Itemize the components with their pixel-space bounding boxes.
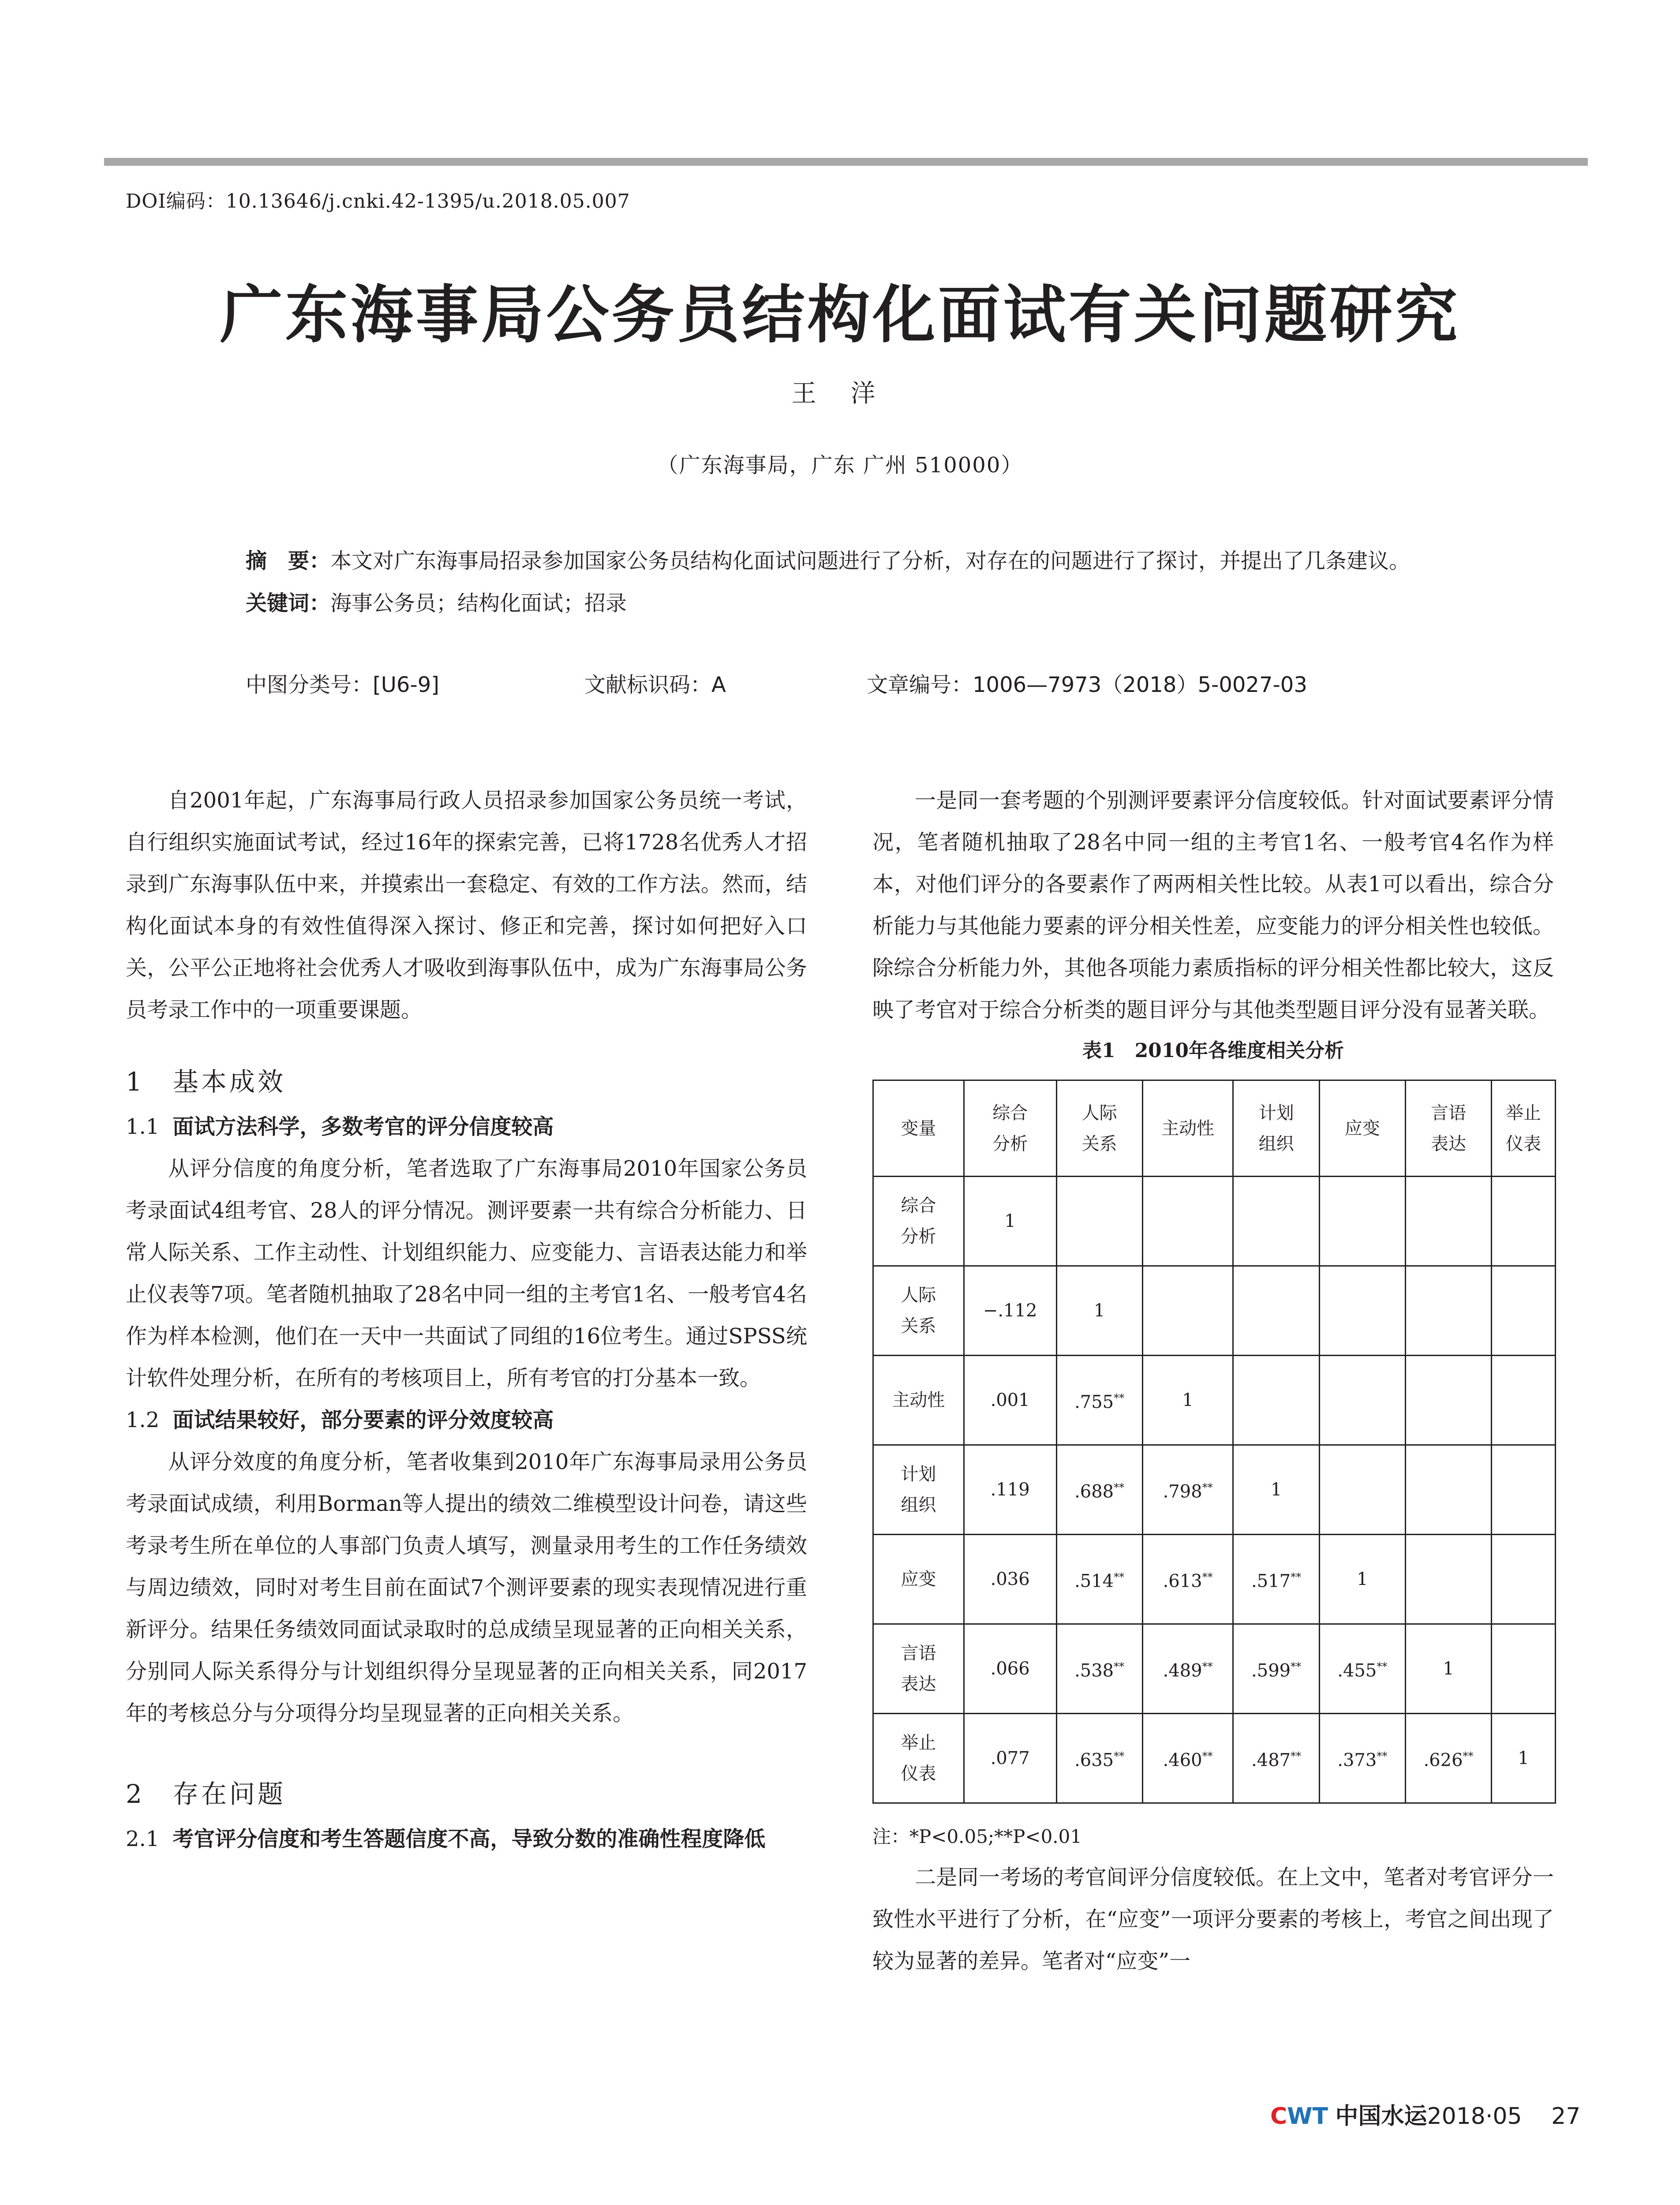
table-header-cell: 举止 仪表	[1492, 1080, 1556, 1177]
table-cell	[1405, 1177, 1491, 1266]
table-cell: 1	[1492, 1714, 1556, 1803]
subsection-heading-2-1	[126, 1818, 807, 1860]
paragraph: 一是同一套考题的个别测评要素评分信度较低。针对面试要素评分情况，笔者随机抽取了28名中同一组的主考官1名、一般考官4名作为样本，对他们评分的各要素作了两两相关性比较。从表1可以看出，综合分析能力与其他能力要素的评分相关性差，应变能力的评分相关性也较低。除综合分析能力外，其他各项能力素质指标的评分相关性都比较大，这反映了考官对于综合分析类的题目评分与其他类型题目评分没有显著关联。	[872, 788, 1554, 1022]
table-cell	[1492, 1266, 1556, 1356]
paragraph: 二是同一考场的考官间评分信度较低。在上文中，笔者对考官评分一致性水平进行了分析，在“应变”一项评分要素的考核上，考官之间出现了较为显著的差异。笔者对“应变”一	[872, 1865, 1554, 1973]
table-row-label: 举止 仪表	[873, 1714, 964, 1803]
subsection-heading-1-1	[126, 1106, 807, 1148]
table-cell	[1492, 1356, 1556, 1445]
table-row	[873, 1445, 1556, 1535]
table-cell: .487**	[1233, 1714, 1319, 1803]
left-column	[126, 780, 807, 1860]
table-cell: .626**	[1405, 1714, 1491, 1803]
table-cell: .755**	[1056, 1356, 1142, 1445]
issue: 2018·05	[1427, 2103, 1522, 2130]
table-row-label: 综合 分析	[873, 1177, 964, 1266]
table-cell	[1405, 1445, 1491, 1535]
table-cell	[1319, 1177, 1405, 1266]
table-header-cell: 变量	[873, 1080, 964, 1177]
table-row-label: 主动性	[873, 1356, 964, 1445]
table-row-label: 言语 表达	[873, 1624, 964, 1714]
subsection-title: 面试结果较好，部分要素的评分效度较高	[172, 1408, 554, 1432]
abstract	[246, 540, 1467, 582]
table-cell: .077	[964, 1714, 1056, 1803]
clc-number: 中图分类号：[U6-9]	[246, 673, 439, 697]
correlation-table	[872, 1080, 1556, 1804]
table-row-label: 计划 组织	[873, 1445, 964, 1535]
keywords-text: 海事公务员；结构化面试；招录	[330, 591, 627, 616]
table-cell	[1319, 1266, 1405, 1356]
table-cell: 1	[1233, 1445, 1319, 1535]
table-cell: .119	[964, 1445, 1056, 1535]
table-cell	[1492, 1535, 1556, 1624]
table-header-cell: 应变	[1319, 1080, 1405, 1177]
table-cell	[1056, 1177, 1142, 1266]
table-cell: .455**	[1319, 1624, 1405, 1714]
table-cell: .538**	[1056, 1624, 1142, 1714]
table-header-row	[873, 1080, 1556, 1177]
brand-logo-wt: WT	[1287, 2103, 1328, 2130]
table-row	[873, 1356, 1556, 1445]
author-name: 王 洋	[791, 379, 889, 408]
page-footer	[1270, 2097, 1580, 2130]
right-column	[872, 780, 1554, 1982]
section-heading-2: 2 存在问题	[126, 1779, 286, 1809]
page-number: 27	[1551, 2103, 1581, 2130]
keywords-label: 关键词：	[246, 591, 331, 616]
table-cell	[1233, 1266, 1319, 1356]
table-cell: .635**	[1056, 1714, 1142, 1803]
table-cell: 1	[1405, 1624, 1491, 1714]
table-body	[873, 1177, 1556, 1803]
table-row	[873, 1714, 1556, 1803]
table-header-cell: 人际 关系	[1056, 1080, 1142, 1177]
subsection-title: 考官评分信度和考生答题信度不高，导致分数的准确性程度降低	[172, 1827, 766, 1851]
table-cell	[1405, 1535, 1491, 1624]
table-row-label: 人际 关系	[873, 1266, 964, 1356]
table-row-label: 应变	[873, 1535, 964, 1624]
table-cell: 1	[1319, 1535, 1405, 1624]
header-rule	[104, 158, 1588, 166]
table-cell	[1142, 1266, 1233, 1356]
table-cell	[1319, 1356, 1405, 1445]
table-row	[873, 1624, 1556, 1714]
table-row	[873, 1177, 1556, 1266]
subsection-heading-1-2	[126, 1399, 807, 1441]
abstract-block	[246, 540, 1467, 624]
table-cell: .489**	[1142, 1624, 1233, 1714]
table-cell	[1492, 1445, 1556, 1535]
table-cell	[1405, 1356, 1491, 1445]
article-title: 广东海事局公务员结构化面试有关问题研究	[220, 279, 1460, 351]
table-cell: .460**	[1142, 1714, 1233, 1803]
table-cell: .036	[964, 1535, 1056, 1624]
subsection-number: 2.1	[126, 1827, 160, 1851]
table-cell	[1142, 1177, 1233, 1266]
table-cell	[1405, 1266, 1491, 1356]
doi-line: DOI编码：10.13646/j.cnki.42-1395/u.2018.05.007	[126, 190, 630, 213]
intro-paragraph: 自2001年起，广东海事局行政人员招录参加国家公务员统一考试，自行组织实施面试考试，经过16年的探索完善，已将1728名优秀人才招录到广东海事队伍中来，并摸索出一套稳定、有效的工作方法。然而，结构化面试本身的有效性值得深入探讨、修正和完善，探讨如何把好入口关，公平公正地将社会优秀人才吸收到海事队伍中，成为广东海事局公务员考录工作中的一项重要课题。	[126, 788, 807, 1022]
table-cell: .688**	[1056, 1445, 1142, 1535]
table-header-cell: 计划 组织	[1233, 1080, 1319, 1177]
abstract-text: 本文对广东海事局招录参加国家公务员结构化面试问题进行了分析，对存在的问题进行了探讨，并提出了几条建议。	[330, 549, 1411, 573]
subsection-title: 面试方法科学，多数考官的评分信度较高	[172, 1114, 554, 1139]
subsection-number: 1.1	[126, 1114, 160, 1139]
abstract-label: 摘 要：	[246, 549, 331, 573]
section-heading-1: 1 基本成效	[126, 1067, 286, 1097]
table-cell	[1233, 1356, 1319, 1445]
table-cell	[1492, 1177, 1556, 1266]
affiliation: （广东海事局，广东 广州 510000）	[657, 453, 1023, 478]
table-note: 注：*P<0.05;**P<0.01	[872, 1826, 1082, 1847]
table-cell: .373**	[1319, 1714, 1405, 1803]
table-cell	[1233, 1177, 1319, 1266]
paragraph: 从评分效度的角度分析，笔者收集到2010年广东海事局录用公务员考录面试成绩，利用Borman等人提出的绩效二维模型设计问卷，请这些考录考生所在单位的人事部门负责人填写，测量录用考生的工作任务绩效与周边绩效，同时对考生目前在面试7个测评要素的现实表现情况进行重新评分。结果任务绩效同面试录取时的总成绩呈现显著的正向相关关系，分别同人际关系得分与计划组织得分呈现显著的正向相关关系，同2017年的考核总分与分项得分均呈现显著的正向相关关系。	[126, 1450, 807, 1726]
brand-logo-c: C	[1270, 2103, 1287, 2130]
table-row	[873, 1535, 1556, 1624]
table-cell: .517**	[1233, 1535, 1319, 1624]
table-cell: .001	[964, 1356, 1056, 1445]
table-header-cell: 主动性	[1142, 1080, 1233, 1177]
table-cell: .613**	[1142, 1535, 1233, 1624]
paragraph: 从评分信度的角度分析，笔者选取了广东海事局2010年国家公务员考录面试4组考官、28人的评分情况。测评要素一共有综合分析能力、日常人际关系、工作主动性、计划组织能力、应变能力、言语表达能力和举止仪表等7项。笔者随机抽取了28名中同一组的主考官1名、一般考官4名作为样本检测，他们在一天中一共面试了同组的16位考生。通过SPSS统计软件处理分析，在所有的考核项目上，所有考官的打分基本一致。	[126, 1156, 807, 1390]
table-cell: −.112	[964, 1266, 1056, 1356]
table-row	[873, 1266, 1556, 1356]
table-cell: .514**	[1056, 1535, 1142, 1624]
table-cell: 1	[1142, 1356, 1233, 1445]
article-number: 文章编号：1006—7973（2018）5-0027-03	[867, 673, 1307, 697]
table-header-cell: 综合 分析	[964, 1080, 1056, 1177]
journal-name: 中国水运	[1335, 2103, 1427, 2130]
table-header-cell: 言语 表达	[1405, 1080, 1491, 1177]
doc-code: 文献标识码：A	[584, 673, 726, 697]
table-cell	[1492, 1624, 1556, 1714]
subsection-number: 1.2	[126, 1408, 160, 1432]
table-caption: 表1 2010年各维度相关分析	[1082, 1039, 1344, 1062]
table-cell	[1319, 1445, 1405, 1535]
table-cell: .599**	[1233, 1624, 1319, 1714]
keywords	[246, 582, 1467, 624]
table-cell: 1	[964, 1177, 1056, 1266]
table-cell: .798**	[1142, 1445, 1233, 1535]
table-cell: .066	[964, 1624, 1056, 1714]
table-cell: 1	[1056, 1266, 1142, 1356]
